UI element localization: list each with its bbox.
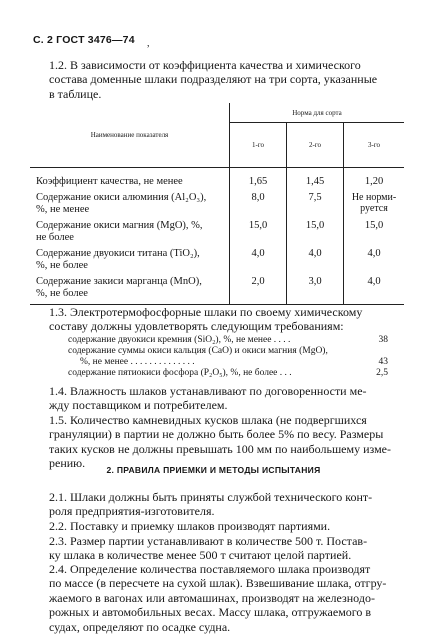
paragraph-2-4 (30, 562, 412, 634)
table-cell: 4,0 (230, 248, 287, 276)
column-header-grade: 2-го (287, 123, 344, 168)
requirement-text: %, не менее . . . . . . . . . . . . . . (80, 357, 195, 367)
row-label (30, 220, 230, 248)
table-cell: 15,0 (287, 220, 344, 248)
column-header-grade: 1-го (230, 123, 287, 168)
table-row (30, 168, 404, 193)
requirement-value: 43 (378, 357, 388, 367)
text-line: по массе (в пересчете на сухой шлак). Взвешивание шлака, отгру- (49, 576, 387, 591)
paragraph-1-4 (30, 384, 412, 413)
table-cell: 15,0 (344, 220, 405, 248)
row-label-line: Коэффициент качества, не менее (36, 176, 183, 187)
table-cell: 1,45 (287, 168, 344, 193)
table-cell: 3,0 (287, 276, 344, 305)
requirement-value: 38 (378, 335, 388, 345)
column-header-norm: Норма для сорта (230, 103, 405, 123)
table-row (30, 248, 404, 276)
section-title: 2. ПРАВИЛА ПРИЕМКИ И МЕТОДЫ ИСПЫТАНИЯ (106, 465, 321, 475)
text-line: жаемого в вагонах или автомашинах, производят на железнодо- (49, 590, 375, 605)
column-header-name: Наименование показателя (30, 103, 230, 168)
column-header-grade: 3-го (344, 123, 405, 168)
text-line: 2.1. Шлаки должны быть приняты службой технического конт- (49, 490, 373, 504)
table-cell: 2,0 (230, 276, 287, 305)
paragraph-1-2 (30, 58, 412, 101)
table-cell: 1,20 (344, 168, 405, 193)
table-row (30, 192, 404, 220)
text-line: 1.5. Количество камневидных кусков шлака (не подвергшихся (49, 413, 367, 427)
text-line: 2.4. Определение количества поставляемого шлака производят (49, 562, 371, 576)
requirement-item (68, 335, 388, 346)
row-label-line: %, не более (36, 288, 88, 299)
text-line: рожных и автомобильных весах. Массу шлака, отгружаемого в (49, 605, 372, 620)
paragraph-1-5 (30, 413, 412, 471)
table-cell: Не норми-руется (344, 192, 405, 220)
text-line: ку шлака в количестве менее 500 т считают целой партией. (49, 548, 352, 563)
row-label (30, 168, 230, 193)
text-line: рению. (49, 456, 86, 471)
text-line: судах, определяют по осадке судна. (49, 619, 231, 634)
page-header: С. 2 ГОСТ 3476—74 (33, 34, 135, 46)
table-cell: 15,0 (230, 220, 287, 248)
text-line: 2.3. Размер партии устанавливают в количестве 500 т. Постав- (49, 534, 368, 548)
table-row (30, 276, 404, 305)
table-cell: 4,0 (344, 248, 405, 276)
text-line: 1.2. В зависимости от коэффициента качества и химического (49, 58, 361, 72)
row-label-line: не более (36, 232, 74, 243)
table-row (30, 220, 404, 248)
text-line: таких кусков не должны превышать 100 мм по наибольшему изме- (49, 441, 392, 456)
text-line: 2.2. Поставку и приемку шлаков производят партиями. (49, 519, 331, 533)
text-line: состава доменные шлаки подразделяют на три сорта, указанные (49, 72, 378, 87)
text-line: грануляции) в партии не должно быть более 5% по весу. Размеры (49, 427, 384, 442)
row-label-line: Содержание окиси магния (MgO), %, (36, 220, 203, 231)
table-cell: 4,0 (287, 248, 344, 276)
requirement-value: 2,5 (376, 368, 388, 378)
text-line: составу должны удовлетворять следующим требованиям: (49, 319, 344, 334)
paragraph-2-1 (30, 490, 412, 519)
table-cell: 4,0 (344, 276, 405, 305)
text-line: роля предприятия-изготовителя. (49, 504, 215, 519)
requirement-text: содержание двуокиси кремния (SiO₂), %, не менее . . . . (68, 335, 291, 345)
requirement-item (80, 357, 388, 368)
table-cell: 1,65 (230, 168, 287, 193)
row-label-line: %, не более (36, 260, 88, 271)
paragraph-2-2 (30, 519, 412, 533)
text-line: 1.3. Электротермофосфорные шлаки по своему химическому (49, 305, 363, 319)
text-line: жду поставщиком и потребителем. (49, 398, 228, 413)
row-label-line: %, не менее (36, 204, 90, 215)
row-label-line: Содержание окиси алюминия (Al₂O₃), (36, 192, 207, 203)
paragraph-1-3 (30, 305, 412, 334)
row-label (30, 192, 230, 220)
row-label-line: Содержание закиси марганца (MnO), (36, 276, 202, 287)
requirement-item (68, 346, 388, 357)
row-label-line: Содержание двуокиси титана (TiO₂), (36, 248, 200, 259)
grade-table (30, 103, 404, 309)
table-cell: 7,5 (287, 192, 344, 220)
stray-mark: , (147, 38, 150, 49)
requirement-item (68, 368, 388, 379)
row-label (30, 276, 230, 305)
table-cell: 8,0 (230, 192, 287, 220)
text-line: в таблице. (49, 86, 102, 101)
row-label (30, 248, 230, 276)
requirement-text: содержание суммы окиси кальция (CaO) и окиси магния (MgO), (68, 346, 328, 356)
paragraph-2-3 (30, 534, 412, 563)
requirement-text: содержание пятиокиси фосфора (P₂O₅), %, не более . . . (68, 368, 292, 378)
text-line: 1.4. Влажность шлаков устанавливают по договоренности ме- (49, 384, 367, 398)
